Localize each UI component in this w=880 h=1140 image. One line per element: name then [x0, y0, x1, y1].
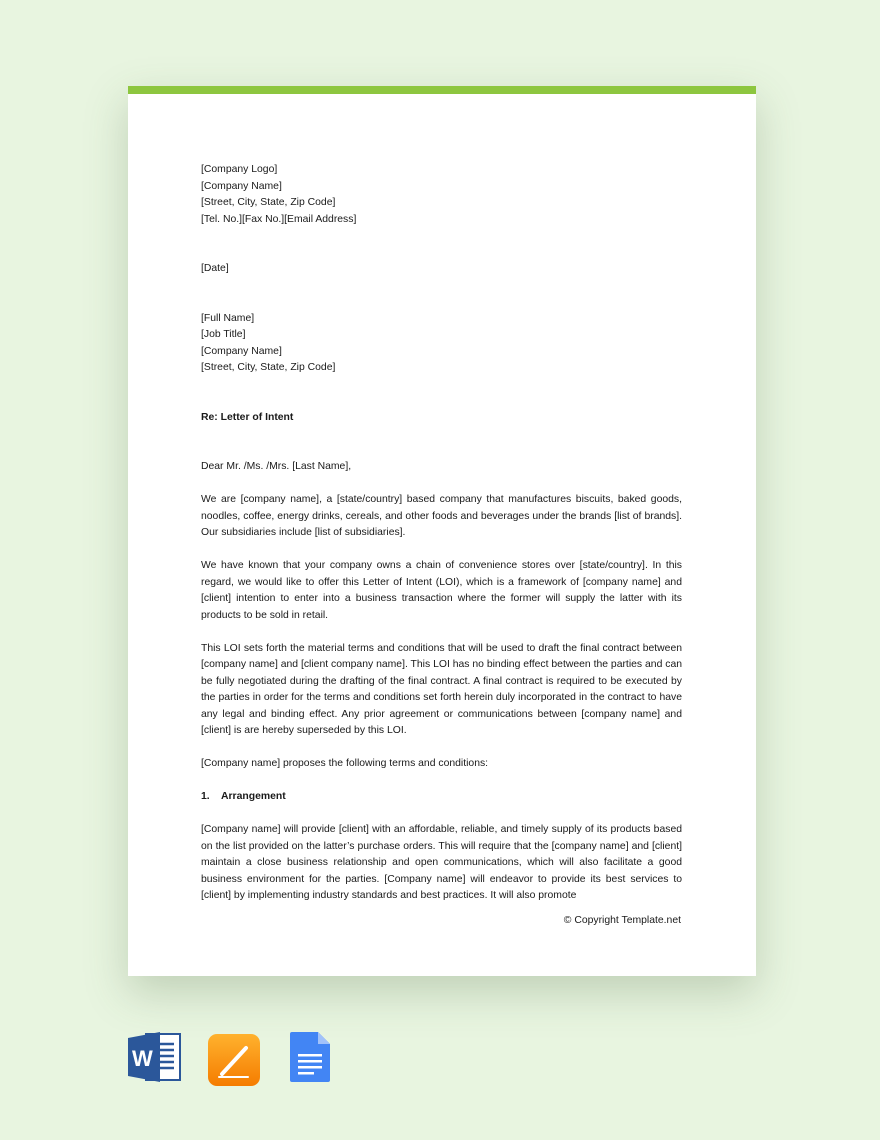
sender-line: [Tel. No.][Fax No.][Email Address] [201, 213, 357, 225]
recipient-block [201, 311, 682, 377]
copyright-notice: © Copyright Template.net [563, 915, 681, 926]
recipient-line: [Full Name] [201, 312, 255, 324]
salutation: Dear Mr. /Ms. /Mrs. [Last Name], [201, 461, 352, 472]
letter-subject: Re: Letter of Intent [201, 411, 294, 423]
body-paragraph: We have known that your company owns a chain of convenience stores over [state/country]. In this regard, we would like to offer this Letter of Intent (LOI), which is a framework of [company name] and [client] intention to enter into a business transaction where the former will supply the latter with its products to be sold in retail. [201, 560, 682, 621]
section-heading [201, 789, 682, 806]
section-title: Arrangement [221, 791, 286, 802]
letter-page [128, 86, 756, 976]
sender-line: [Company Logo] [201, 164, 278, 175]
letter-content [201, 162, 682, 921]
accent-bar [128, 86, 756, 94]
letter-date: [Date] [201, 263, 229, 274]
word-icon[interactable] [128, 1030, 182, 1084]
sender-block [201, 162, 682, 228]
svg-text:W: W [132, 1046, 153, 1071]
body-paragraph: [Company name] proposes the following terms and conditions: [201, 758, 489, 769]
recipient-line: [Company Name] [201, 345, 282, 357]
body-paragraph: This LOI sets forth the material terms and conditions that will be used to draft the final contract between [company name] and [client company name]. This LOI has no binding effect between the parties and can be fully negotiated during the drafting of the final contract. A final contract is required to be executed by the parties in order for the terms and conditions set forth herein duly incorporated in the contract to have any legal and binding effect. Any prior agreement or communications between [company name] and [client] is are hereby superseded by this LOI. [201, 642, 682, 736]
google-docs-icon[interactable] [288, 1030, 332, 1084]
sender-line: [Street, City, State, Zip Code] [201, 197, 336, 208]
sender-line: [Company Name] [201, 180, 282, 192]
section-paragraph: [Company name] will provide [client] with an affordable, reliable, and timely supply of its products based on the list provided on the latter’s purchase orders. This will require that the [company name] and [client] maintain a close business relationship and open communications, which will also facilitate a good business environment for the parties. [Company name] will endeavor to provide its best services to [client] by implementing industry standards and best practices. It will also promote [201, 824, 682, 901]
pages-icon[interactable] [208, 1034, 260, 1086]
section-number: 1. [201, 791, 210, 802]
body-paragraph: We are [company name], a [state/country] based company that manufactures biscuits, baked goods, noodles, coffee, energy drinks, cereals, and other foods and beverages under the brands [list of brands]. Our subsidiaries include [list of subsidiaries]. [201, 494, 682, 538]
recipient-line: [Street, City, State, Zip Code] [201, 362, 336, 373]
recipient-line: [Job Title] [201, 329, 246, 340]
